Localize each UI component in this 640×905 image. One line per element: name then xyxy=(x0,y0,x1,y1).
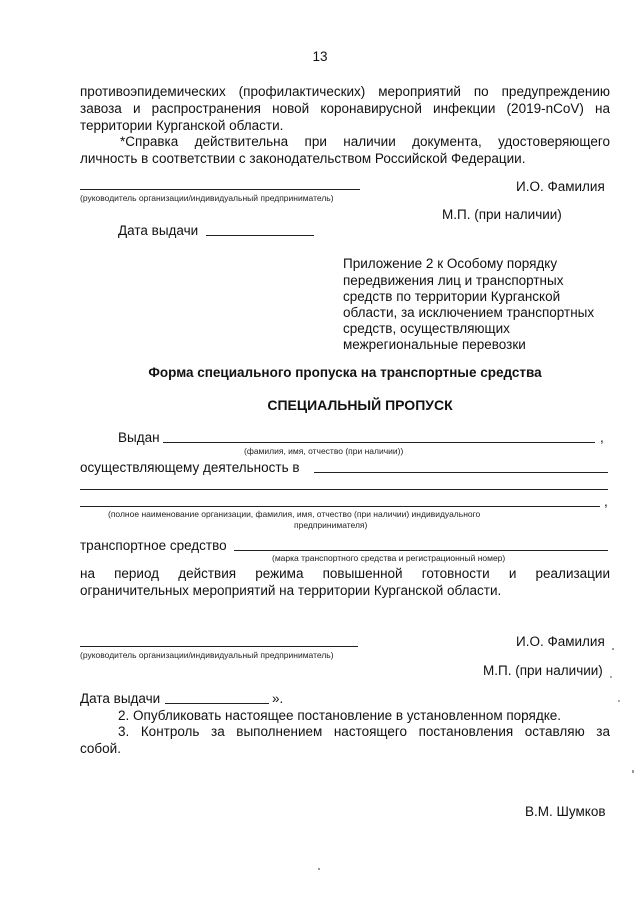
appendix-line: средств по территории Курганской xyxy=(343,289,561,304)
appendix-line: межрегиональные перевозки xyxy=(343,337,526,352)
vehicle-label: транспортное средство xyxy=(80,538,227,553)
note-line-1: *Справка действительна при наличии документа, удостоверяющего xyxy=(120,134,610,149)
resolution-item-3-line-2: собой. xyxy=(80,741,121,756)
scan-speck xyxy=(612,648,614,650)
vehicle-caption: (марка транспортного средства и регистрационный номер) xyxy=(272,553,506,563)
resolution-item-3-line-1: 3. Контроль за выполнением настоящего постановления оставляю за xyxy=(118,724,610,739)
resolution-item-2: 2. Опубликовать настоящее постановление в установленном порядке. xyxy=(118,708,562,723)
page-number: 13 xyxy=(312,49,328,64)
scan-speck xyxy=(318,868,320,870)
issued-label: Выдан xyxy=(118,430,160,445)
note-line-2: личность в соответствии с законодательством Российской Федерации. xyxy=(80,151,526,166)
appendix-line: области, за исключением транспортных xyxy=(343,305,595,320)
issue-date-end: ». xyxy=(272,691,284,706)
signer-name-placeholder: И.О. Фамилия xyxy=(516,179,605,194)
period-line-1: на период действия режима повышенной готовности и реализации xyxy=(80,566,610,581)
signature-caption-2: (руководитель организации/индивидуальный предприниматель) xyxy=(80,650,334,660)
stamp-label-2: М.П. (при наличии) xyxy=(483,663,603,678)
issue-date-line xyxy=(206,235,314,236)
appendix-line: передвижения лиц и транспортных xyxy=(343,273,564,288)
appendix-line: средств, осуществляющих xyxy=(343,321,510,336)
pass-title: СПЕЦИАЛЬНЫЙ ПРОПУСК xyxy=(267,397,453,413)
issue-date-line-2 xyxy=(165,703,269,704)
issued-comma: , xyxy=(600,430,604,445)
scan-speck xyxy=(632,770,634,773)
org-caption-1: (полное наименование организации, фамилия, имя, отчество (при наличии) индивидуального xyxy=(108,509,481,519)
scan-speck xyxy=(610,676,612,678)
org-comma: , xyxy=(604,494,608,509)
intro-line-3: территории Курганской области. xyxy=(80,118,284,133)
intro-line-1: противоэпидемических (профилактических) мероприятий по предупреждению xyxy=(80,84,610,99)
issue-date-label: Дата выдачи xyxy=(118,223,199,238)
scan-speck xyxy=(618,700,620,702)
org-caption-2: предпринимателя) xyxy=(294,520,368,530)
period-line-2: ограничительных мероприятий на территории Курганской области. xyxy=(80,583,502,598)
form-title: Форма специального пропуска на транспортные средства xyxy=(148,365,542,380)
issue-date-label-2: Дата выдачи xyxy=(80,691,161,706)
issued-line xyxy=(163,442,595,443)
final-signer: В.М. Шумков xyxy=(525,804,606,819)
org-line-1 xyxy=(80,489,608,490)
activity-label: осуществляющему деятельность в xyxy=(80,460,300,475)
intro-line-2: завоза и распространения новой коронавирусной инфекции (2019-nCoV) на xyxy=(80,101,610,116)
signature-caption: (руководитель организации/индивидуальный предприниматель) xyxy=(80,193,334,203)
stamp-label: М.П. (при наличии) xyxy=(442,207,562,222)
appendix-line: Приложение 2 к Особому порядку xyxy=(343,256,558,271)
signature-line-2 xyxy=(80,646,358,647)
activity-line xyxy=(314,472,608,473)
vehicle-line xyxy=(234,550,608,551)
signer-name-placeholder-2: И.О. Фамилия xyxy=(516,634,605,649)
signature-line xyxy=(80,189,360,190)
org-line-2 xyxy=(80,506,600,507)
issued-caption: (фамилия, имя, отчество (при наличии)) xyxy=(244,446,404,456)
